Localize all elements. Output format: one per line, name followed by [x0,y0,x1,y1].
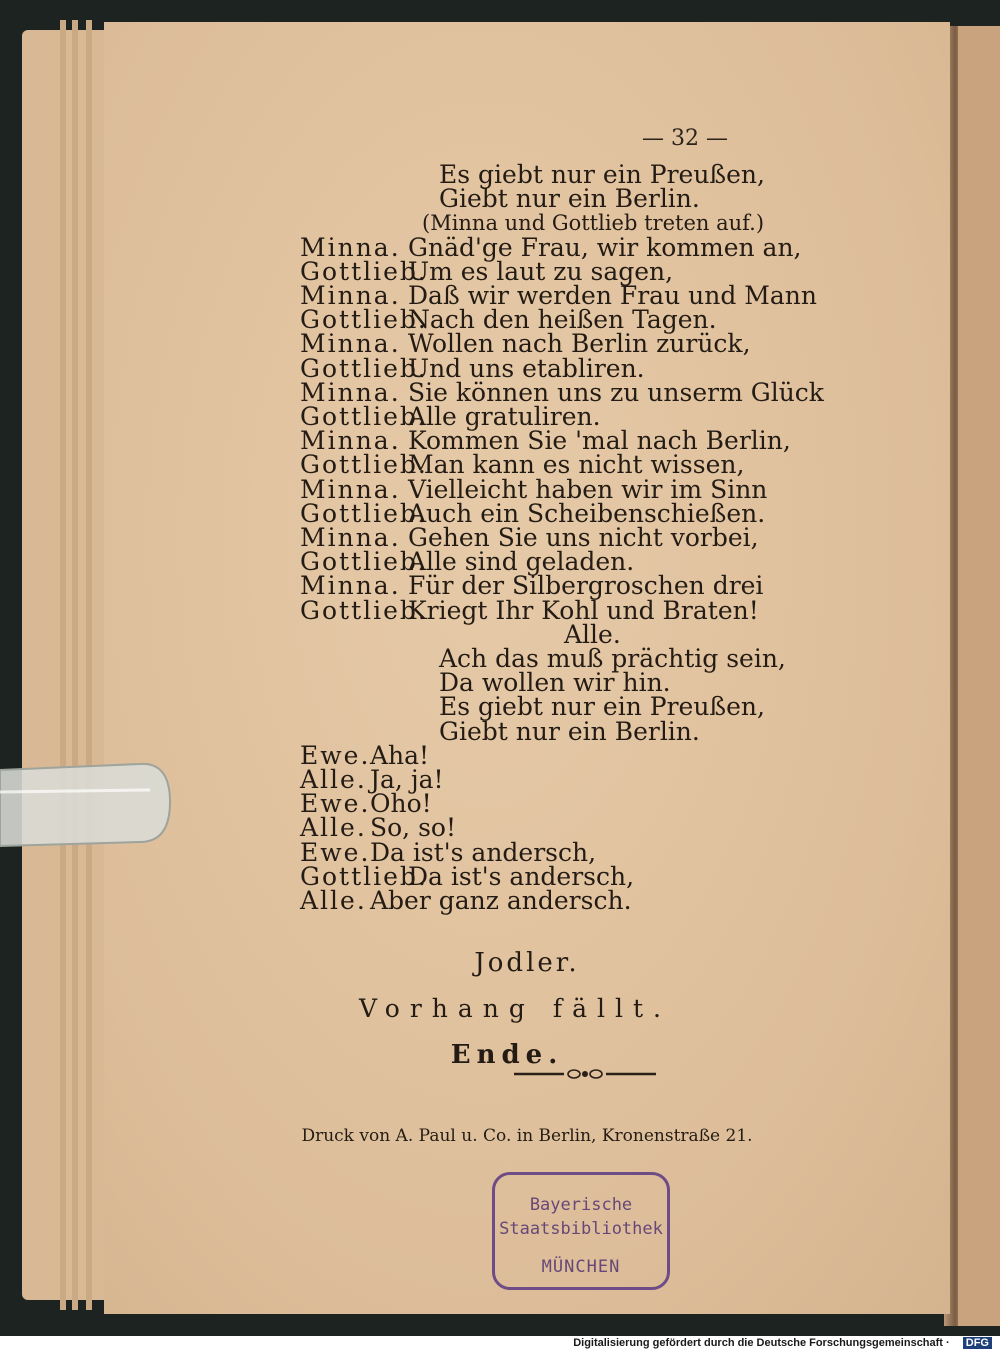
speaker-label: Gottlieb. [300,402,428,431]
speaker-label: Gottlieb. [300,498,428,528]
library-stamp [492,1172,670,1290]
the-end: Ende. [450,1040,564,1070]
line-text: Auch ein Scheibenschießen. [408,498,766,528]
text-line [439,186,700,212]
line-text: Kriegt Ihr Kohl und Braten! [408,595,759,625]
speaker-label: Minna. [300,232,401,262]
line-text: Für der Silbergroschen drei [408,571,764,601]
page-edge [86,20,92,1310]
line-text: So, so! [370,813,456,843]
line-text: Aha! [370,740,430,770]
speaker-label: Ewe. [300,740,371,770]
page-edge [60,20,66,1310]
speaker-label: Gottlieb. [300,547,428,577]
line-text: Alle sind geladen. [408,547,635,577]
footer-credit: Digitalisierung gefördert durch die Deutsche Forschungsgemeinschaft · [573,1337,950,1349]
line-text: Da ist's andersch, [408,861,635,891]
speaker-label: Gottlieb. [300,861,428,891]
stamp-line-1: Bayerische [529,1195,633,1215]
jodler-heading: Jodler. [474,948,580,978]
line-text: Vielleicht haben wir im Sinn [408,474,768,504]
ornament-divider-icon [514,1064,656,1084]
line-text: Da wollen wir hin. [439,668,671,698]
speaker-label: Minna. [300,523,401,552]
speaker-label: Alle. [300,886,367,915]
line-text: Da ist's andersch, [370,837,597,867]
speaker-label: Minna. [300,426,401,456]
speaker-label: Minna. [300,281,401,310]
speaker-label: Minna. [300,329,401,359]
line-text: Kommen Sie 'mal nach Berlin, [408,426,791,456]
text-line [300,888,632,914]
speaker-label: Minna. [300,474,401,504]
speaker-label: Alle. [300,813,367,843]
page-number: — 32 — [642,126,728,151]
line-text: Es giebt nur ein Preußen, [439,692,765,722]
line-text: Man kann es nicht wissen, [408,450,745,480]
curtain-falls: Vorhang fällt. [359,994,671,1023]
line-text: Um es laut zu sagen, [408,256,674,286]
speaker-label: Gottlieb. [300,256,428,286]
line-text: Und uns etabliren. [408,353,645,383]
line-text: Daß wir werden Frau und Mann [408,281,817,310]
line-text: Oho! [370,789,432,819]
book-page [104,22,950,1314]
page-clip-icon [0,762,175,852]
line-text: Wollen nach Berlin zurück, [408,329,751,359]
printer-imprint: Druck von A. Paul u. Co. in Berlin, Kronenstraße 21. [301,1126,753,1146]
speaker-label: Gottlieb. [300,353,428,383]
line-text: Giebt nur ein Berlin. [439,716,700,746]
line-text: Alle gratuliren. [408,402,601,431]
stamp-line-3: MÜNCHEN [541,1257,621,1277]
facing-page [958,26,1000,1326]
footer-bar [0,1336,1000,1351]
speaker-label: Ewe. [300,837,371,867]
speaker-label: Minna. [300,377,401,407]
speaker-label: Minna. [300,571,401,601]
line-text: Sie können uns zu unserm Glück [408,377,824,407]
page-edge [72,20,78,1310]
line-text: (Minna und Gottlieb treten auf.) [422,211,765,236]
line-text: Gnäd'ge Frau, wir kommen an, [408,232,802,262]
stamp-line-2: Staatsbibliothek [499,1219,663,1239]
speaker-label: Alle. [300,765,367,794]
speaker-label: Gottlieb. [300,305,428,335]
line-text: Gehen Sie uns nicht vorbei, [408,523,759,552]
line-text: Es giebt nur ein Preußen, [439,160,765,189]
speaker-label: Ewe. [300,789,371,819]
line-text: Nach den heißen Tagen. [408,305,717,335]
speaker-label: Gottlieb. [300,595,428,625]
line-text: Giebt nur ein Berlin. [439,184,700,214]
speaker-label: Gottlieb. [300,450,428,480]
line-text: Ja, ja! [370,765,444,794]
text-line [439,716,700,746]
dfg-logo-icon: DFG [963,1337,992,1349]
line-text: Alle. [564,619,621,649]
line-text: Ach das muß prächtig sein, [439,644,786,673]
text-line [300,595,759,625]
line-text: Aber ganz andersch. [370,886,632,915]
